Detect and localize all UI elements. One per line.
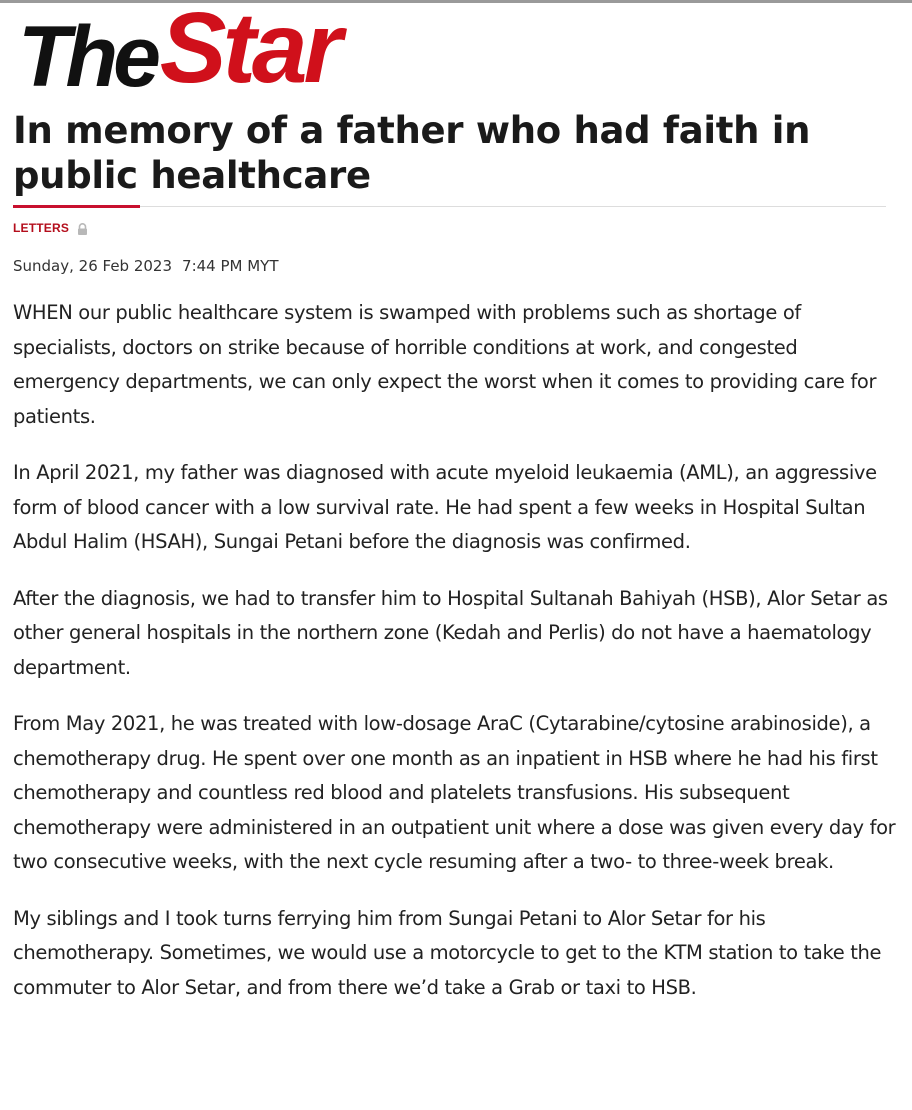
article-paragraph: WHEN our public healthcare system is swamped with problems such as shortage of specialists, doctors on strike because of horrible conditions at work, and congested emergency departments, we can only expect the worst when it comes to providing care for patients. [13,301,877,428]
article-category [13,221,88,235]
headline-divider-accent [13,205,140,208]
thestar-logo[interactable] [18,0,339,105]
article-paragraph: From May 2021, he was treated with low-dosage AraC (Cytarabine/cytosine arabinoside), a chemotherapy drug. He spent over one month as an inpatient in HSB where he had his first chemotherapy and countless red blood and platelets transfusions. His subsequent chemotherapy were administered in an outpatient unit where a dose was given every day for two consecutive weeks, with the next cycle resuming after a two- to three-week break. [13,712,896,873]
lock-icon [77,222,88,234]
logo-star-text: Star [159,0,339,104]
publish-time: 7:44 PM MYT [182,257,279,275]
article-dateline [13,257,279,275]
category-link-letters[interactable]: LETTERS [13,221,70,235]
publish-date: Sunday, 26 Feb 2023 [13,257,173,275]
headline-divider [13,206,886,207]
article-paragraph: My siblings and I took turns ferrying him from Sungai Petani to Alor Setar for his chemotherapy. Sometimes, we would use a motorcycle to get to the KTM station to take the commuter to Alor Setar, and from there we’d take a Grab or taxi to HSB. [13,906,882,999]
logo-the-text: The [18,9,156,105]
article-headline: In memory of a father who had faith in public healthcare [13,109,811,197]
article-paragraph: After the diagnosis, we had to transfer him to Hospital Sultanah Bahiyah (HSB), Alor Setar as other general hospitals in the northern zone (Kedah and Perlis) do not have a haematology department. [13,586,888,679]
article-body [13,296,898,1027]
top-border [0,0,912,3]
article-paragraph: In April 2021, my father was diagnosed with acute myeloid leukaemia (AML), an aggressive form of blood cancer with a low survival rate. He had spent a few weeks in Hospital Sultan Abdul Halim (HSAH), Sungai Petani before the diagnosis was confirmed. [13,461,877,553]
